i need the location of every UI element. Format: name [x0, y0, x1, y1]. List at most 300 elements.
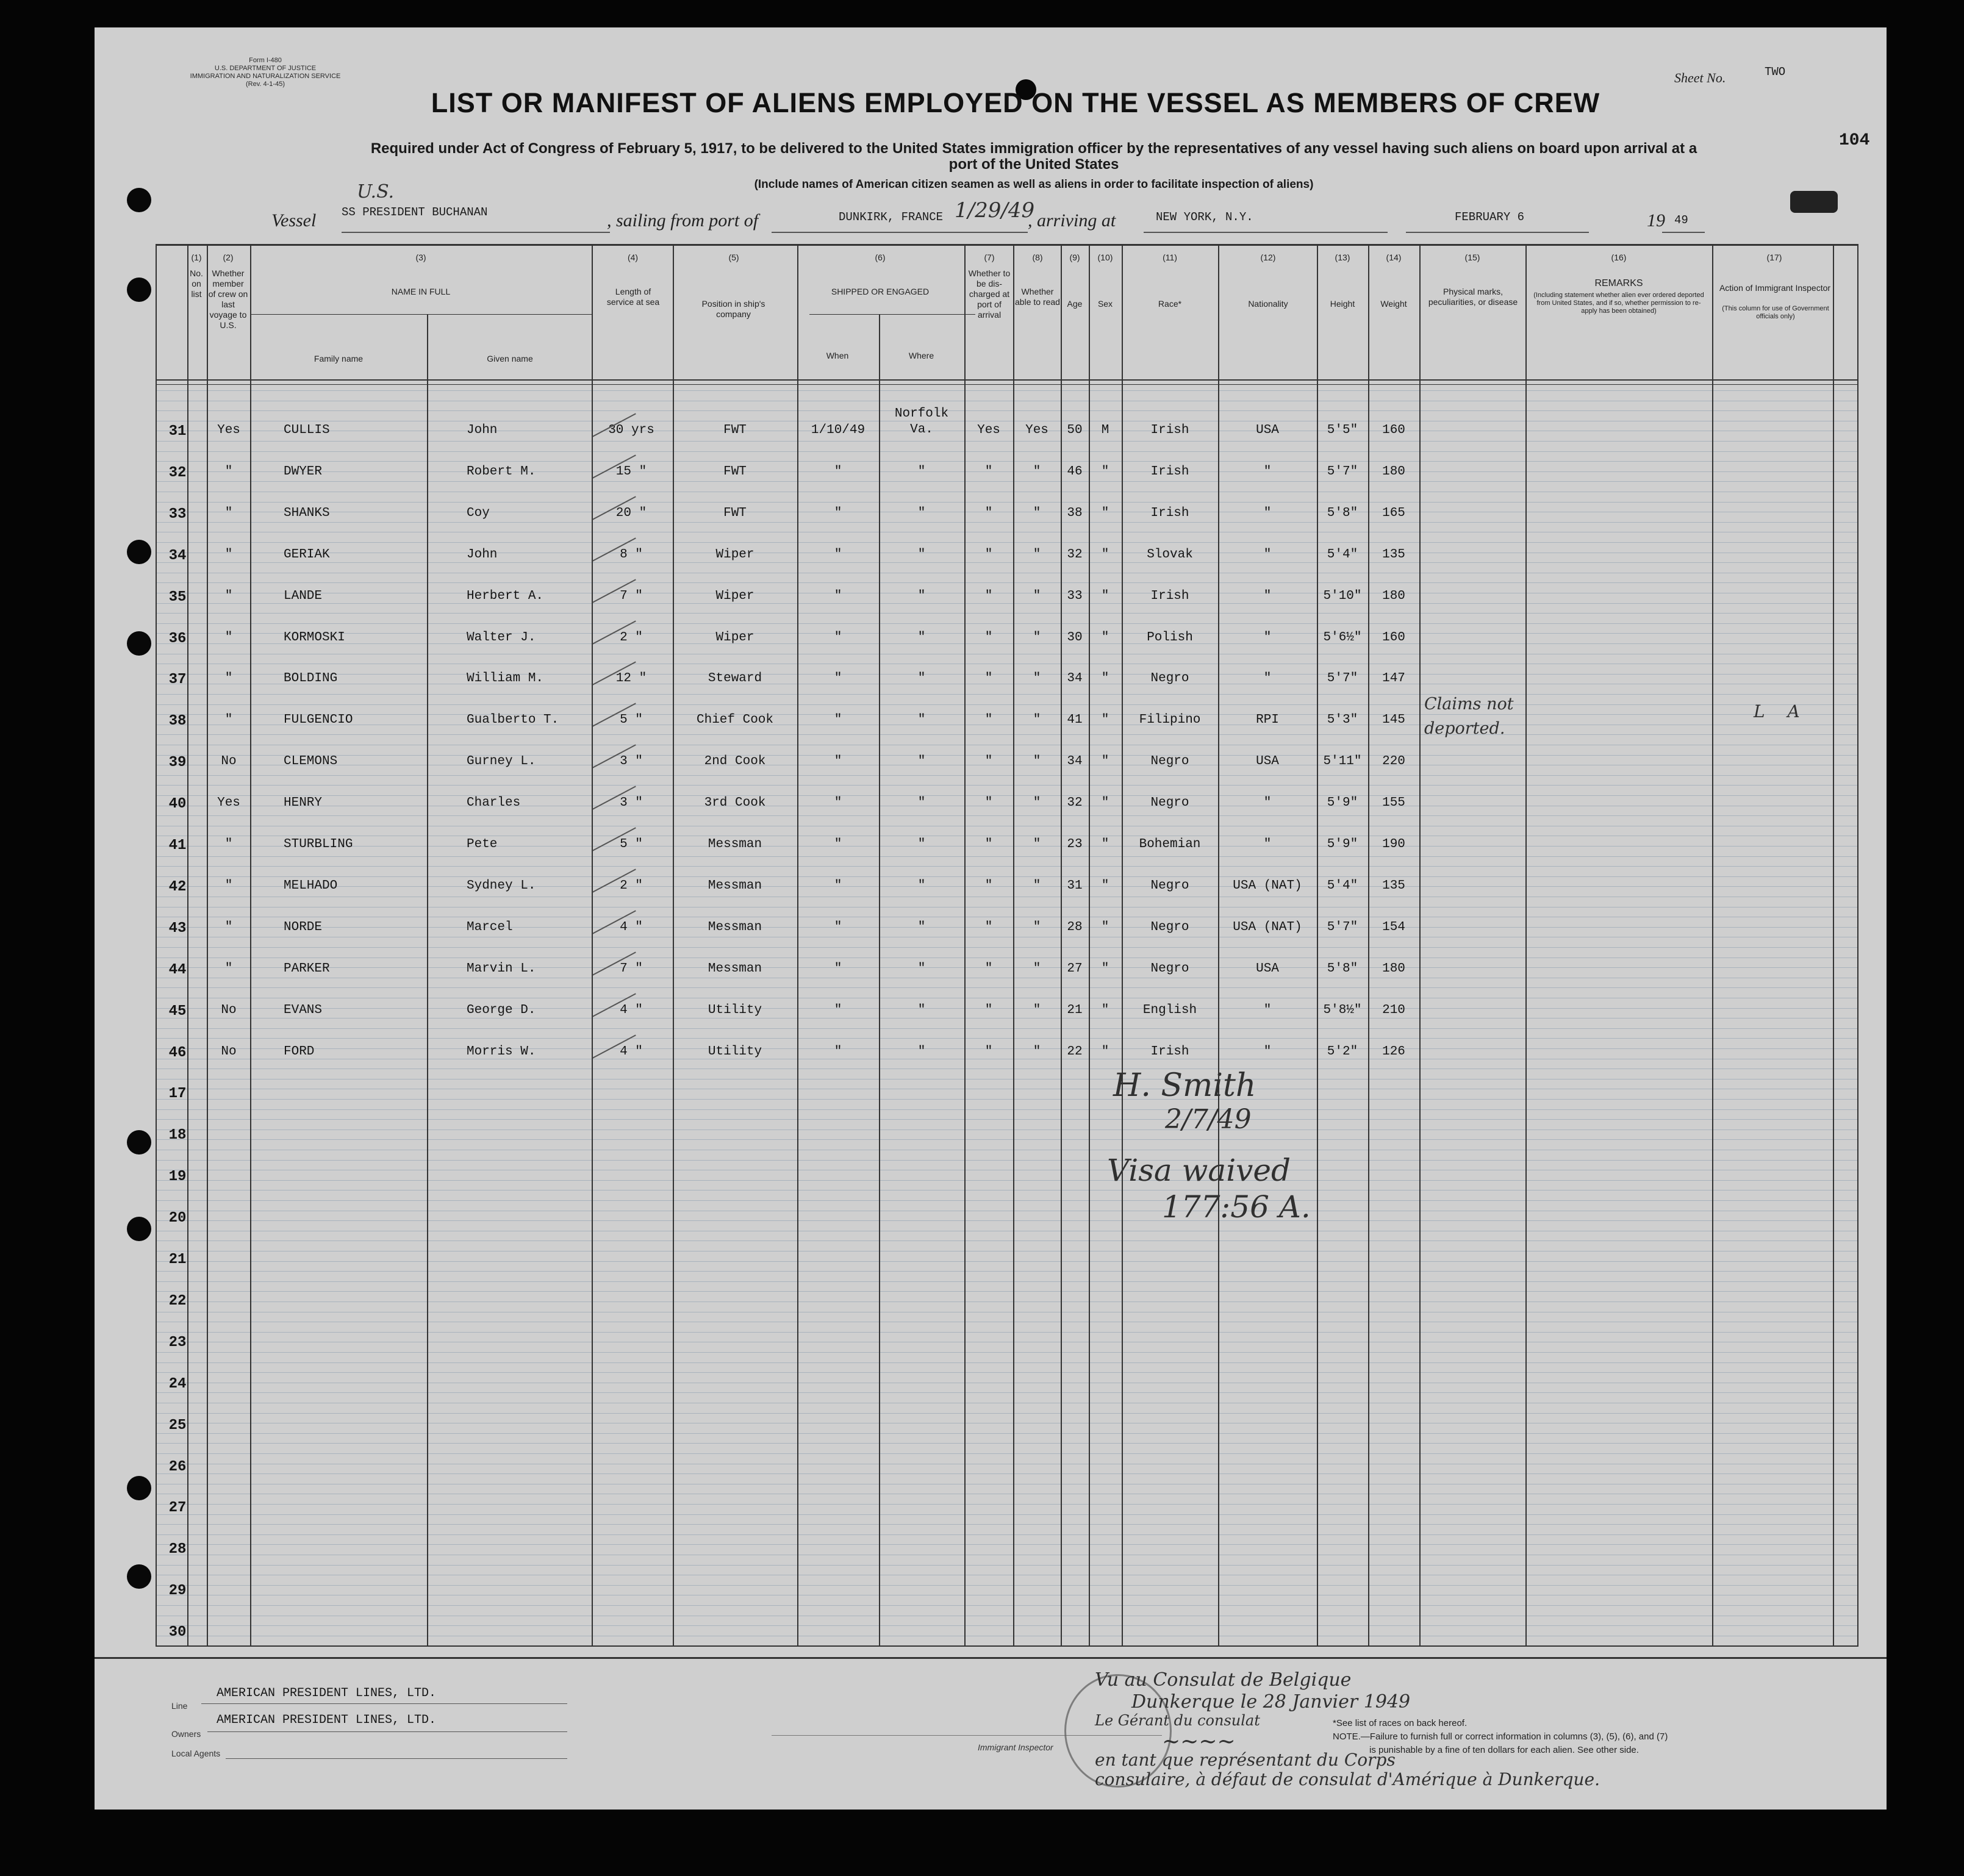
row-number: 41	[168, 837, 187, 854]
cell-when: "	[834, 1003, 842, 1017]
cell-nationality: "	[1263, 796, 1272, 810]
cell-sex: "	[1101, 506, 1109, 520]
cell-sex: "	[1101, 920, 1109, 934]
sailing-port: DUNKIRK, FRANCE	[839, 210, 944, 224]
cell-height: 5'2"	[1327, 1045, 1358, 1059]
cell-position: Utility	[708, 1003, 762, 1017]
col-shipped-number: (6)	[875, 252, 886, 262]
cell-last: No	[221, 1003, 237, 1017]
consulate-line-3: Le Gérant du consulat	[1095, 1712, 1260, 1729]
column-divider	[673, 244, 674, 1647]
row-number: 25	[168, 1417, 187, 1434]
cell-age: 32	[1067, 548, 1083, 562]
ledger-rule	[156, 1271, 1857, 1272]
ledger-rule	[156, 1433, 1857, 1434]
cell-where: "	[917, 589, 926, 603]
cell-where: "	[917, 962, 926, 976]
cell-when: "	[834, 920, 842, 934]
ledger-rule	[156, 1413, 1857, 1414]
penalty-note-2: is punishable by a fine of ten dollars for each alien. See other side.	[1369, 1745, 1639, 1755]
cell-given: Gurney L.	[467, 754, 536, 768]
cell-last: "	[224, 962, 233, 976]
col-shipped-header: SHIPPED OR ENGAGED	[831, 287, 930, 296]
cell-height: 5'9"	[1327, 837, 1358, 851]
cell-where: "	[917, 465, 926, 479]
ledger-rule	[156, 613, 1857, 614]
name-subheader-line	[250, 314, 592, 315]
cell-race: Negro	[1150, 920, 1189, 934]
ledger-rule	[156, 674, 1857, 675]
ledger-rule	[156, 451, 1857, 452]
cell-when: "	[834, 548, 842, 562]
col-sex-number: (10)	[1097, 252, 1113, 262]
ledger-rule	[156, 1048, 1857, 1049]
row-number: 35	[168, 589, 187, 606]
cell-last: "	[224, 879, 233, 893]
cell-family: MELHADO	[284, 879, 338, 893]
row-number: 29	[168, 1583, 187, 1599]
cell-where: "	[917, 548, 926, 562]
sailing-handwritten-date: 1/29/49	[955, 198, 1035, 223]
cell-race: Filipino	[1139, 713, 1201, 727]
row-number: 26	[168, 1459, 187, 1475]
cell-weight: 180	[1382, 465, 1405, 479]
cell-read: "	[1033, 1003, 1041, 1017]
cell-read: Yes	[1025, 423, 1048, 437]
ledger-rule	[156, 1119, 1857, 1120]
cell-race: Polish	[1147, 631, 1193, 645]
col-age-header: Age	[1067, 299, 1083, 309]
consulate-line-2: Dunkerque le 28 Janvier 1949	[1131, 1691, 1411, 1713]
date-underline	[1406, 232, 1589, 233]
cell-nationality: "	[1263, 671, 1272, 686]
cell-last: "	[224, 671, 233, 686]
cell-weight: 126	[1382, 1045, 1405, 1059]
col-name-header: NAME IN FULL	[391, 287, 451, 296]
cell-when: "	[834, 796, 842, 810]
cell-race: Negro	[1150, 754, 1189, 768]
cell-sex: "	[1101, 1045, 1109, 1059]
cell-service: 4 "	[620, 920, 643, 934]
line-label: Line	[171, 1701, 188, 1711]
cell-when: 1/10/49	[811, 423, 866, 437]
col-weight-number: (14)	[1386, 252, 1402, 262]
ink-blot	[1790, 191, 1838, 213]
cell-read: "	[1033, 671, 1041, 686]
col-service-number: (4)	[627, 252, 639, 262]
punch-hole	[127, 631, 151, 656]
cell-weight: 135	[1382, 548, 1405, 562]
column-divider	[187, 244, 188, 1647]
cell-nationality: "	[1263, 465, 1272, 479]
col-discharged-number: (7)	[984, 252, 995, 262]
cell-weight: 147	[1382, 671, 1405, 686]
cell-position: Wiper	[715, 589, 754, 603]
ledger-rule	[156, 1220, 1857, 1221]
col-given-header: Given name	[487, 354, 533, 363]
arriving-port: NEW YORK, N.Y.	[1156, 210, 1253, 224]
column-divider	[1857, 244, 1858, 1647]
cell-service: 7 "	[620, 589, 643, 603]
cell-read: "	[1033, 920, 1041, 934]
cell-nationality: USA	[1256, 423, 1279, 437]
ledger-rule	[156, 522, 1857, 523]
column-divider	[1833, 244, 1834, 1647]
ledger-rule	[156, 633, 1857, 634]
cell-family: NORDE	[284, 920, 323, 934]
row-number: 43	[168, 920, 187, 937]
cell-last: No	[221, 1045, 237, 1059]
cell-last: "	[224, 506, 233, 520]
ledger-rule	[156, 1565, 1857, 1566]
cell-where: "	[917, 879, 926, 893]
ledger-rule	[156, 714, 1857, 715]
col-service-header: Length of service at sea	[606, 287, 660, 307]
ledger-rule	[156, 785, 1857, 786]
row-number: 19	[168, 1169, 187, 1185]
col-physical-header: Physical marks, peculiarities, or disease	[1428, 287, 1518, 307]
col-action-number: (17)	[1766, 252, 1782, 262]
cell-height: 5'8½"	[1323, 1003, 1362, 1017]
form-agency: U.S. DEPARTMENT OF JUSTICE	[214, 65, 317, 72]
cell-height: 5'7"	[1327, 671, 1358, 686]
cell-family: BOLDING	[284, 671, 338, 686]
cell-age: 23	[1067, 837, 1083, 851]
cell-nationality: "	[1263, 548, 1272, 562]
col-action-note: (This column for use of Government officials only)	[1722, 305, 1829, 320]
cell-service: 7 "	[620, 962, 643, 976]
cell-when: "	[834, 671, 842, 686]
row-number: 20	[168, 1210, 187, 1226]
cell-read: "	[1033, 465, 1041, 479]
row-number: 28	[168, 1541, 187, 1558]
cell-discharged: "	[984, 713, 993, 727]
cell-height: 5'3"	[1327, 713, 1358, 727]
ledger-rule	[156, 1008, 1857, 1009]
cell-read: "	[1033, 879, 1041, 893]
col-when-header: When	[826, 351, 849, 360]
ledger-rule	[156, 390, 1857, 391]
cell-weight: 220	[1382, 754, 1405, 768]
ledger-rule	[156, 1392, 1857, 1393]
column-divider	[1122, 244, 1123, 1647]
cell-last: "	[224, 465, 233, 479]
cell-race: Negro	[1150, 879, 1189, 893]
cell-discharged: Yes	[977, 423, 1000, 437]
cell-weight: 135	[1382, 879, 1405, 893]
cell-discharged: "	[984, 796, 993, 810]
cell-nationality: USA	[1256, 962, 1279, 976]
cell-weight: 160	[1382, 631, 1405, 645]
cell-age: 27	[1067, 962, 1083, 976]
cell-read: "	[1033, 631, 1041, 645]
ledger-rule	[156, 704, 1857, 705]
cell-service: 3 "	[620, 796, 643, 810]
cell-where: "	[917, 920, 926, 934]
owners-label: Owners	[171, 1729, 201, 1739]
ledger-rule	[156, 542, 1857, 543]
cell-given: Gualberto T.	[467, 713, 559, 727]
ledger-rule	[156, 623, 1857, 624]
form-service: IMMIGRATION AND NATURALIZATION SERVICE	[190, 73, 341, 80]
punch-hole	[127, 1130, 151, 1155]
cell-age: 50	[1067, 423, 1083, 437]
footer-top-border	[95, 1657, 1887, 1659]
cell-last: "	[224, 837, 233, 851]
ledger-rule	[156, 1291, 1857, 1292]
col-remarks-note: (Including statement whether alien ever ordered deported from United States, and if so, whether permission to re-apply has been obtained)	[1533, 292, 1704, 315]
col-read-header: Whether able to read	[1015, 287, 1060, 307]
cell-read: "	[1033, 506, 1041, 520]
col-last-voyage-number: (2)	[223, 252, 234, 262]
col-no-number: (1)	[191, 252, 202, 262]
ledger-rule	[156, 1443, 1857, 1444]
cell-age: 34	[1067, 754, 1083, 768]
row-number: 45	[168, 1003, 187, 1020]
cell-weight: 190	[1382, 837, 1405, 851]
ledger-rule	[156, 1332, 1857, 1333]
row-number: 39	[168, 754, 187, 771]
subtitle-include: (Include names of American citizen seamen as well as aliens in order to facilitate inspection of aliens)	[754, 178, 1314, 191]
ledger-rule	[156, 1453, 1857, 1454]
ledger-rule	[156, 1139, 1857, 1140]
cell-position: Steward	[708, 671, 762, 686]
cell-when: "	[834, 465, 842, 479]
ledger-rule	[156, 967, 1857, 968]
col-position-header: Position in ship's company	[701, 299, 765, 319]
cell-nationality: "	[1263, 837, 1272, 851]
cell-position: 3rd Cook	[704, 796, 766, 810]
ledger-rule	[156, 1473, 1857, 1474]
cell-sex: "	[1101, 754, 1109, 768]
cell-position: Wiper	[715, 631, 754, 645]
column-divider	[250, 244, 251, 1647]
cell-discharged: "	[984, 1045, 993, 1059]
cell-discharged: "	[984, 589, 993, 603]
cell-nationality: "	[1263, 1003, 1272, 1017]
cell-sex: "	[1101, 879, 1109, 893]
page-title: LIST OR MANIFEST OF ALIENS EMPLOYED ON THE VESSEL AS MEMBERS OF CREW	[431, 87, 1600, 118]
cell-where: "	[917, 671, 926, 686]
column-divider	[797, 244, 798, 1647]
column-divider	[1089, 244, 1090, 1647]
col-where-header: Where	[908, 351, 934, 360]
cell-service: 4 "	[620, 1045, 643, 1059]
ledger-rule	[156, 410, 1857, 411]
cell-position: FWT	[723, 465, 747, 479]
ledger-rule	[156, 927, 1857, 928]
cell-discharged: "	[984, 465, 993, 479]
row-number: 23	[168, 1334, 187, 1351]
ledger-rule	[156, 815, 1857, 816]
cell-discharged: "	[984, 879, 993, 893]
ledger-rule	[156, 481, 1857, 482]
cell-read: "	[1033, 589, 1041, 603]
ledger-rule	[156, 562, 1857, 563]
row-number: 30	[168, 1624, 187, 1641]
cell-sex: M	[1101, 423, 1109, 437]
cell-weight: 145	[1382, 713, 1405, 727]
row-number: 27	[168, 1500, 187, 1516]
cell-race: Negro	[1150, 962, 1189, 976]
row-number: 38	[168, 713, 187, 729]
column-divider	[964, 244, 966, 1647]
row-number: 21	[168, 1251, 187, 1268]
cell-where: "	[917, 796, 926, 810]
punch-hole	[127, 188, 151, 212]
column-divider	[592, 244, 593, 1647]
cell-height: 5'9"	[1327, 796, 1358, 810]
cell-discharged: "	[984, 671, 993, 686]
col-name-number: (3)	[415, 252, 426, 262]
year-underline	[1662, 232, 1705, 233]
visa-reference: 177:56 A.	[1162, 1189, 1311, 1225]
cell-position: Wiper	[715, 548, 754, 562]
cell-position: 2nd Cook	[704, 754, 766, 768]
col-height-number: (13)	[1335, 252, 1350, 262]
cell-when: "	[834, 1045, 842, 1059]
cell-when: "	[834, 589, 842, 603]
consulate-signature: ~~~~	[1162, 1729, 1236, 1754]
header-bottom-border	[156, 384, 1857, 385]
cell-nationality: USA	[1256, 754, 1279, 768]
cell-nationality: "	[1263, 589, 1272, 603]
col-remarks-header: REMARKS	[1594, 278, 1643, 288]
ledger-rule	[156, 441, 1857, 442]
col-remarks-number: (16)	[1611, 252, 1627, 262]
subtitle-port: port of the United States	[948, 156, 1119, 173]
cell-nationality: "	[1263, 506, 1272, 520]
cell-age: 31	[1067, 879, 1083, 893]
cell-service: 20 "	[615, 506, 647, 520]
inspector-date: 2/7/49	[1165, 1104, 1252, 1135]
table-top-border	[156, 244, 1857, 246]
arriving-label: , arriving at	[1028, 210, 1116, 231]
cell-position: Messman	[708, 962, 762, 976]
cell-discharged: "	[984, 920, 993, 934]
cell-height: 5'5"	[1327, 423, 1358, 437]
cell-when: "	[834, 713, 842, 727]
cell-age: 46	[1067, 465, 1083, 479]
cell-read: "	[1033, 548, 1041, 562]
column-divider	[1525, 244, 1527, 1647]
cell-when: "	[834, 879, 842, 893]
ledger-rule	[156, 795, 1857, 796]
cell-nationality: USA (NAT)	[1233, 879, 1302, 893]
cell-race: Negro	[1150, 671, 1189, 686]
cell-age: 28	[1067, 920, 1083, 934]
line-underline	[201, 1703, 567, 1704]
inspector-signature: H. Smith	[1113, 1067, 1256, 1104]
cell-race: Negro	[1150, 796, 1189, 810]
column-divider	[1419, 244, 1421, 1647]
ledger-rule	[156, 1180, 1857, 1181]
cell-given: Charles	[467, 796, 521, 810]
cell-age: 32	[1067, 796, 1083, 810]
column-divider	[207, 244, 208, 1647]
sailing-underline	[772, 232, 1028, 233]
ledger-rule	[156, 1534, 1857, 1535]
punch-hole	[127, 277, 151, 302]
manifest-sheet	[95, 27, 1887, 1810]
col-action-header: Action of Immigrant Inspector	[1719, 283, 1831, 293]
column-divider	[427, 314, 428, 1647]
row-number: 17	[168, 1086, 187, 1102]
cell-position: Utility	[708, 1045, 762, 1059]
cell-sex: "	[1101, 962, 1109, 976]
cell-position: FWT	[723, 423, 747, 437]
cell-read: "	[1033, 837, 1041, 851]
cell-discharged: "	[984, 754, 993, 768]
crew-table	[156, 244, 1857, 1647]
cell-given: Robert M.	[467, 465, 536, 479]
ledger-rule	[156, 643, 1857, 644]
cell-race: Irish	[1150, 589, 1189, 603]
ledger-rule	[156, 1200, 1857, 1201]
cell-sex: "	[1101, 671, 1109, 686]
cell-discharged: "	[984, 837, 993, 851]
cell-given: John	[467, 423, 498, 437]
ledger-rule	[156, 846, 1857, 847]
cell-service: 2 "	[620, 879, 643, 893]
cell-last: Yes	[217, 423, 240, 437]
table-bottom-border	[156, 1645, 1857, 1647]
ledger-rule	[156, 1504, 1857, 1505]
column-divider	[1317, 244, 1318, 1647]
ledger-rule	[156, 876, 1857, 877]
cell-nationality: "	[1263, 631, 1272, 645]
ledger-rule	[156, 1281, 1857, 1282]
year-prefix: 19	[1647, 210, 1665, 231]
penalty-note-1: NOTE.—Failure to furnish full or correct information in columns (3), (5), (6), and (7)	[1333, 1731, 1668, 1742]
owners-value: AMERICAN PRESIDENT LINES, LTD.	[217, 1713, 437, 1727]
consulate-line-4: en tant que représentant du Corps	[1095, 1750, 1396, 1770]
cell-age: 21	[1067, 1003, 1083, 1017]
races-note: *See list of races on back hereof.	[1333, 1718, 1468, 1728]
cell-last: "	[224, 713, 233, 727]
cell-age: 38	[1067, 506, 1083, 520]
cell-given: Walter J.	[467, 631, 536, 645]
ledger-rule	[156, 1109, 1857, 1110]
cell-weight: 180	[1382, 962, 1405, 976]
cell-height: 5'7"	[1327, 465, 1358, 479]
ledger-rule	[156, 502, 1857, 503]
cell-service: 30 yrs	[608, 423, 654, 437]
cell-race: Irish	[1150, 1045, 1189, 1059]
cell-given: Marvin L.	[467, 962, 536, 976]
punch-hole	[127, 1476, 151, 1500]
ledger-rule	[156, 987, 1857, 988]
ledger-rule	[156, 1018, 1857, 1019]
visa-waived-note: Visa waived	[1107, 1153, 1291, 1188]
header-bottom-border	[156, 379, 1857, 381]
column-divider	[1712, 244, 1713, 1647]
ledger-rule	[156, 1160, 1857, 1161]
col-physical-number: (15)	[1464, 252, 1480, 262]
row-number: 18	[168, 1127, 187, 1144]
agents-underline	[226, 1758, 567, 1759]
cell-weight: 165	[1382, 506, 1405, 520]
punch-hole	[127, 1217, 151, 1241]
col-discharged-header: Whether to be dis-charged at port of arrival	[968, 268, 1011, 320]
col-nationality-number: (12)	[1260, 252, 1276, 262]
consulate-line-5: consulaire, à défaut de consulat d'Amérique à Dunkerque.	[1095, 1769, 1600, 1789]
cell-last: No	[221, 754, 237, 768]
subtitle-act: Required under Act of Congress of February 5, 1917, to be delivered to the United States immigration officer by the representatives of any vessel having such aliens on board upon arrival at a	[370, 140, 1697, 157]
cell-race: Bohemian	[1139, 837, 1201, 851]
cell-where: "	[917, 837, 926, 851]
cell-weight: 180	[1382, 589, 1405, 603]
